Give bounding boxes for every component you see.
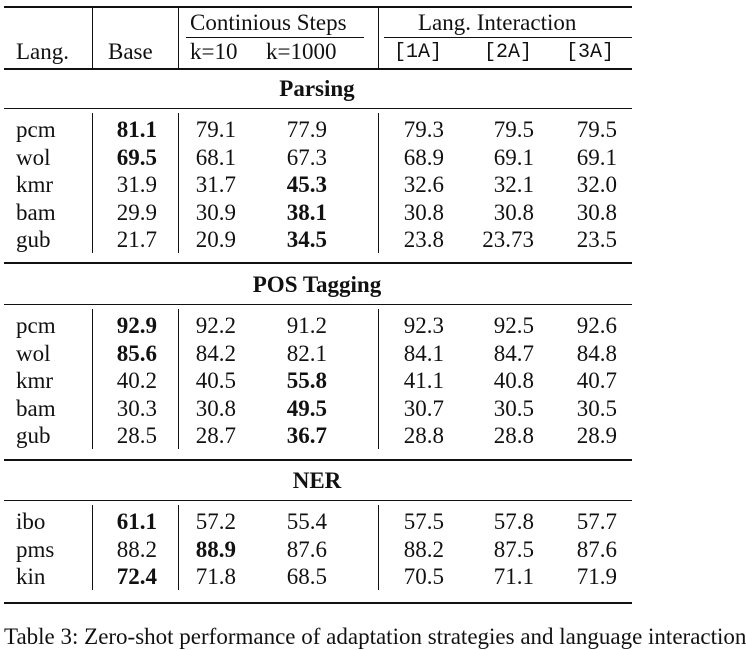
row-language: kmr	[16, 368, 54, 393]
table-cell: 36.7	[286, 423, 327, 448]
table-cell: 40.8	[493, 368, 534, 393]
header-separator-2	[178, 8, 179, 68]
table-cell: 68.9	[403, 144, 444, 170]
table-cell: 30.9	[195, 199, 236, 225]
table-cell: 20.9	[195, 227, 236, 252]
table-cell: 79.3	[403, 117, 444, 142]
table-cell: 88.9	[195, 536, 236, 562]
header-lang: Lang.	[16, 39, 70, 64]
header-lang-interaction: Lang. Interaction	[418, 10, 577, 35]
table-cell: 32.6	[403, 172, 444, 197]
continuous-steps-underline	[186, 37, 364, 38]
table-cell: 88.2	[403, 536, 444, 562]
header-separator-1	[92, 8, 93, 68]
table-cell: 84.7	[493, 340, 534, 366]
table-cell: 79.5	[576, 117, 617, 142]
table-cell: 87.5	[493, 536, 534, 562]
table-cell: 69.1	[493, 144, 534, 170]
header-continuous-steps: Continious Steps	[190, 10, 347, 35]
table-cell: 32.0	[576, 172, 617, 197]
row-language: kin	[16, 564, 46, 589]
header-separator-3	[378, 8, 379, 68]
row-language: wol	[16, 340, 51, 366]
table-cell: 28.5	[116, 423, 157, 448]
header-k10: k=10	[190, 39, 238, 64]
table-cell: 32.1	[493, 172, 534, 197]
lang-interaction-underline	[384, 37, 632, 38]
table-cell: 40.5	[195, 368, 236, 393]
table-cell: 30.8	[576, 199, 617, 225]
row-language: pms	[16, 536, 55, 562]
table-cell: 81.1	[116, 117, 157, 142]
row-language: bam	[16, 395, 56, 421]
header-k1000: k=1000	[266, 39, 337, 64]
table-cell: 68.5	[286, 564, 327, 589]
table-cell: 28.9	[576, 423, 617, 448]
table-cell: 71.9	[576, 564, 617, 589]
table-cell: 84.1	[403, 340, 444, 366]
section-end-rule-pos-tagging	[4, 459, 632, 461]
row-language: gub	[16, 423, 51, 448]
table-cell: 40.2	[116, 368, 157, 393]
table-cell: 69.5	[116, 144, 157, 170]
table-cell: 30.5	[576, 395, 617, 421]
table-cell: 67.3	[286, 144, 327, 170]
section-rule-parsing	[4, 108, 632, 109]
section-title-parsing: Parsing	[279, 76, 355, 101]
header-3a: [3A]	[566, 41, 615, 64]
table-cell: 45.3	[286, 172, 327, 197]
row-language: wol	[16, 144, 51, 170]
table-cell: 57.7	[576, 509, 617, 534]
table-cell: 84.2	[195, 340, 236, 366]
table-cell: 55.4	[286, 509, 327, 534]
table-cell: 30.3	[116, 395, 157, 421]
table-cell: 71.8	[195, 564, 236, 589]
table-cell: 87.6	[576, 536, 617, 562]
table-cell: 29.9	[116, 199, 157, 225]
header-bottom-rule	[4, 68, 632, 70]
section-title-ner: NER	[292, 468, 342, 493]
table-cell: 92.9	[116, 313, 157, 338]
table-cell: 41.1	[403, 368, 444, 393]
table-cell: 30.5	[493, 395, 534, 421]
table-cell: 23.73	[482, 227, 534, 252]
row-language: pcm	[16, 117, 56, 142]
table-cell: 40.7	[576, 368, 617, 393]
table-cell: 85.6	[116, 340, 157, 366]
table-cell: 70.5	[403, 564, 444, 589]
header-base: Base	[108, 39, 153, 64]
row-language: bam	[16, 199, 56, 225]
table-bottom-rule	[4, 602, 632, 604]
table-cell: 23.8	[403, 227, 444, 252]
section-rule-pos-tagging	[4, 304, 632, 305]
table-cell: 31.7	[195, 172, 236, 197]
table-cell: 28.8	[403, 423, 444, 448]
section-title-pos-tagging: POS Tagging	[252, 272, 382, 297]
table-cell: 30.8	[195, 395, 236, 421]
table-cell: 92.3	[403, 313, 444, 338]
table-cell: 49.5	[286, 395, 327, 421]
table-cell: 72.4	[116, 564, 157, 589]
table-cell: 92.5	[493, 313, 534, 338]
row-language: pcm	[16, 313, 56, 338]
table-cell: 88.2	[116, 536, 157, 562]
header-1a: [1A]	[394, 41, 443, 64]
table-cell: 38.1	[286, 199, 327, 225]
table-cell: 79.1	[195, 117, 236, 142]
table-cell: 57.5	[403, 509, 444, 534]
table-cell: 30.8	[493, 199, 534, 225]
table-cell: 69.1	[576, 144, 617, 170]
table-cell: 68.1	[195, 144, 236, 170]
table-cell: 34.5	[286, 227, 327, 252]
table-cell: 30.8	[403, 199, 444, 225]
table-cell: 92.2	[195, 313, 236, 338]
table-cell: 55.8	[286, 368, 327, 393]
table-cell: 92.6	[576, 313, 617, 338]
table-cell: 71.1	[493, 564, 534, 589]
table-cell: 57.2	[195, 509, 236, 534]
table-cell: 91.2	[286, 313, 327, 338]
table-cell: 77.9	[286, 117, 327, 142]
row-language: ibo	[16, 509, 46, 534]
table-cell: 82.1	[286, 340, 327, 366]
table-cell: 57.8	[493, 509, 534, 534]
table-cell: 23.5	[576, 227, 617, 252]
table-caption: Table 3: Zero-shot performance of adaptation strategies and language interaction	[4, 624, 746, 649]
table-cell: 30.7	[403, 395, 444, 421]
row-language: gub	[16, 227, 51, 252]
table-cell: 31.9	[116, 172, 157, 197]
table-cell: 87.6	[286, 536, 327, 562]
table-cell: 21.7	[116, 227, 157, 252]
table-cell: 79.5	[493, 117, 534, 142]
table-top-rule	[4, 6, 632, 8]
table-cell: 61.1	[116, 509, 157, 534]
header-2a: [2A]	[484, 41, 533, 64]
section-rule-ner	[4, 500, 632, 501]
table-cell: 28.8	[493, 423, 534, 448]
table-cell: 28.7	[195, 423, 236, 448]
table-cell: 84.8	[576, 340, 617, 366]
row-language: kmr	[16, 172, 54, 197]
section-end-rule-parsing	[4, 262, 632, 264]
